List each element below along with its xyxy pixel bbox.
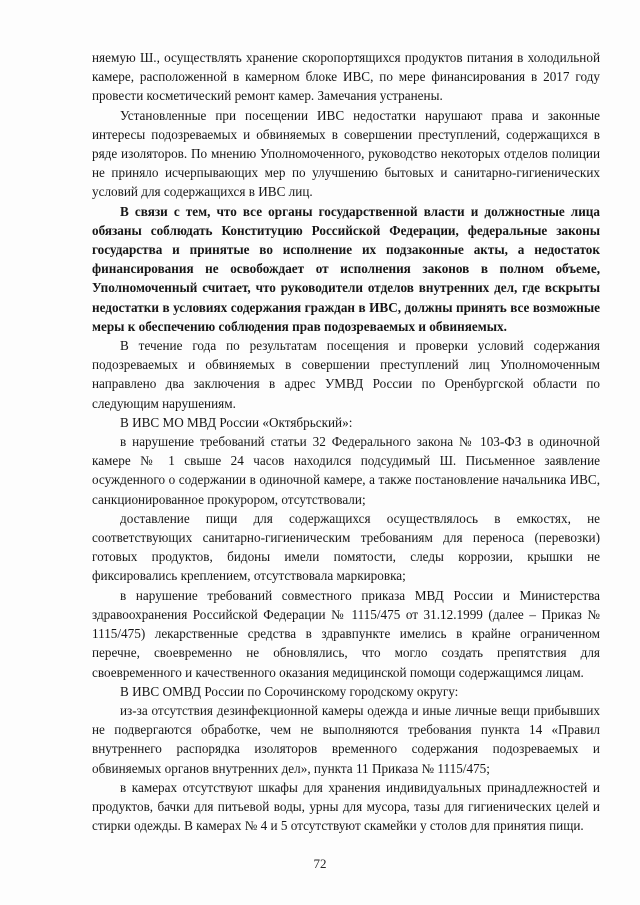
- paragraph-conclusions-sent: В течение года по результатам посещения и проверки условий содержания подозреваемых и обвиняемых в совершении преступлений лиц Уполномоченным направлено два заключения в адрес УМВД России по Оренбургской области по следующим нарушениям.: [92, 338, 600, 411]
- paragraph-continuation: няемую Ш., осуществлять хранение скоропортящихся продуктов питания в холодильной камере, расположенной в камерном блоке ИВС, по мере финансирования в 2017 году провести косметический ремонт камер. Замечания устранены.: [92, 50, 600, 104]
- paragraph-ombudsman-conclusion: В связи с тем, что все органы государственной власти и должностные лица обязаны соблюдать Конституцию Российской Федерации, федеральные законы государства и принятые во исполнение их подзаконные акты, а недостаток финансирования не освобождает от исполнения законов в полном объеме, Уполномоченный считает, что руководители отделов внутренних дел, где вскрыты недостатки в условиях содержания граждан в ИВС, должны принять все возможные меры к обеспечению соблюдения прав подозреваемых и обвиняемых.: [92, 203, 600, 334]
- section-heading-sorochinsky: В ИВС ОМВД России по Сорочинскому городскому округу:: [120, 683, 459, 699]
- page-number: 72: [313, 856, 327, 871]
- list-item-medicines: в нарушение требований совместного приказа МВД России и Министерства здравоохранения Российской Федерации № 1115/475 от 31.12.1999 (далее – Приказ № 1115/475) лекарственные средства в здравпункте имелись в крайне ограниченном перечне, своевременно не обновлялись, что могло создать препятствия для своевременного и качественного оказания медицинской помощи содержащимся лицам.: [92, 587, 600, 680]
- list-item-cell-furniture: в камерах отсутствуют шкафы для хранения индивидуальных принадлежностей и продуктов, бачки для питьевой воды, урны для мусора, тазы для гигиенических целей и стирки одежды. В камерах № 4 и 5 отсутствуют скамейки у столов для принятия пищи.: [92, 779, 600, 834]
- list-item-disinfection: из-за отсутствия дезинфекционной камеры одежда и иные личные вещи прибывших не подвергаются обработке, чем не выполняются требования пункта 14 «Правил внутреннего распорядка изоляторов временного содержания подозреваемых и обвиняемых органов внутренних дел», пункта 11 Приказа № 1115/475;: [92, 702, 600, 776]
- body-text: [92, 48, 600, 835]
- list-item-solitary-cell: в нарушение требований статьи 32 Федерального закона № 103-ФЗ в одиночной камере № 1 свыше 24 часов находился подсудимый Ш. Письменное заявление осужденного о содержании в одиночной камере, а также постановление начальника ИВС, санкционированное прокурором, отсутствовали;: [92, 434, 600, 507]
- paragraph-violations-summary: Установленные при посещении ИВС недостатки нарушают права и законные интересы подозреваемых и обвиняемых в совершении преступлений, содержащихся в ряде изоляторов. По мнению Уполномоченного, руководство некоторых отделов полиции не приняло исчерпывающих мер по улучшению бытовых и санитарно-гигиенических условий для содержащихся в ИВС лиц.: [92, 107, 600, 200]
- section-heading-oktyabrsky: В ИВС МО МВД России «Октябрьский»:: [120, 414, 353, 430]
- list-item-food-containers: доставление пищи для содержащихся осуществлялось в емкостях, не соответствующих санитарно-гигиеническим требованиям для переноса (перевозки) готовых продуктов, бидоны имели помятости, следы коррозии, крышки не фиксировались креплением, отсутствовала маркировка;: [92, 510, 600, 584]
